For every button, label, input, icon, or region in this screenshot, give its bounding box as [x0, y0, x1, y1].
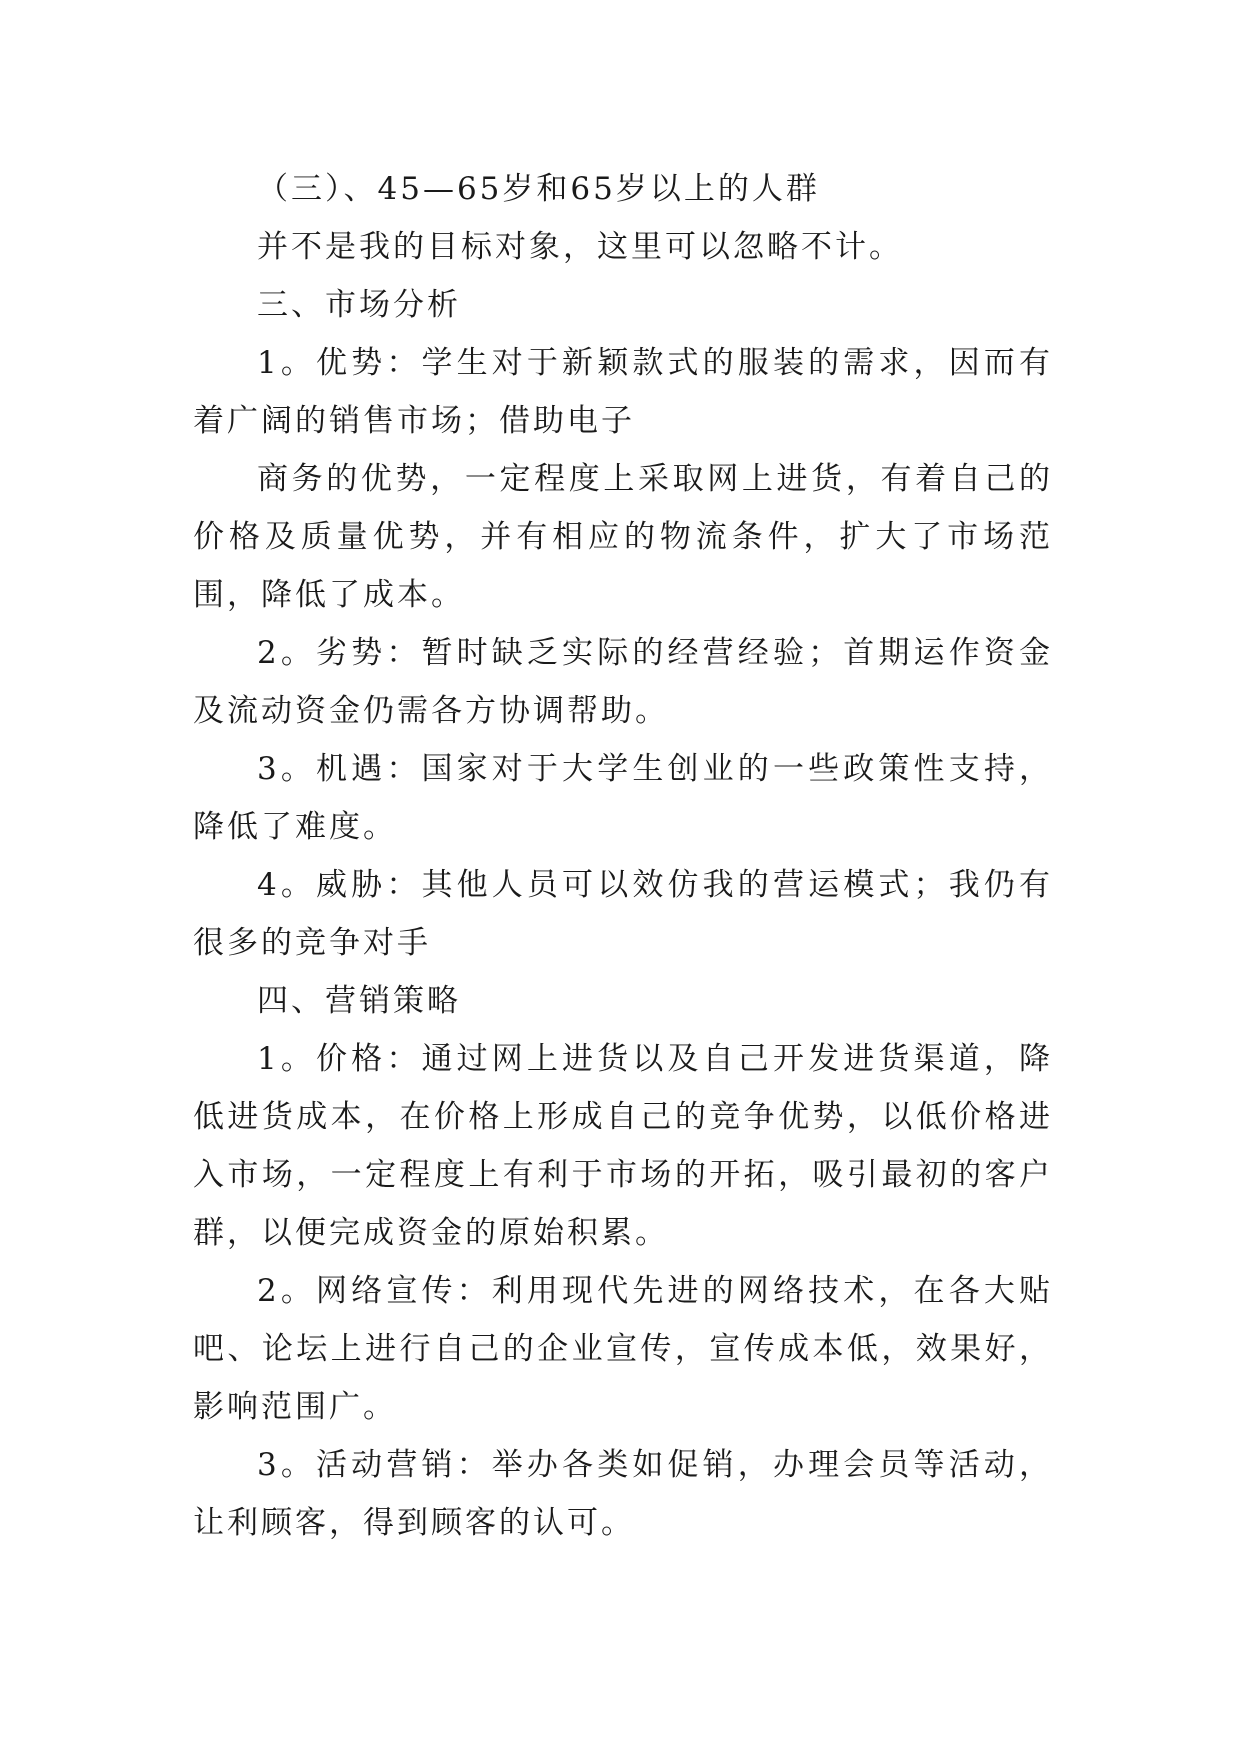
paragraph-weaknesses: 2。劣势：暂时缺乏实际的经营经验；首期运作资金及流动资金仍需各方协调帮助。: [193, 635, 1053, 729]
heading-marketing-strategy: 四、营销策略: [257, 983, 461, 1019]
paragraph-target-group-45-65: （三）、45—65岁和65岁以上的人群: [257, 171, 820, 207]
paragraph-not-target: 并不是我的目标对象，这里可以忽略不计。: [257, 229, 903, 265]
paragraph-online-promotion: 2。网络宣传：利用现代先进的网络技术，在各大贴吧、论坛上进行自己的企业宣传，宣传成本低，效果好，影响范围广。: [193, 1273, 1053, 1425]
paragraph-event-marketing: 3。活动营销：举办各类如促销，办理会员等活动，让利顾客，得到顾客的认可。: [193, 1447, 1053, 1541]
paragraph-ecommerce-advantage: 商务的优势，一定程度上采取网上进货，有着自己的价格及质量优势，并有相应的物流条件，扩大了市场范围，降低了成本。: [193, 461, 1053, 613]
heading-market-analysis: 三、市场分析: [257, 287, 461, 323]
paragraph-pricing: 1。价格：通过网上进货以及自己开发进货渠道，降低进货成本，在价格上形成自己的竞争优势，以低价格进入市场，一定程度上有利于市场的开拓，吸引最初的客户群，以便完成资金的原始积累。: [193, 1041, 1053, 1251]
paragraph-threats: 4。威胁：其他人员可以效仿我的营运模式；我仍有很多的竞争对手: [193, 867, 1053, 961]
paragraph-strengths: 1。优势：学生对于新颖款式的服装的需求，因而有着广阔的销售市场；借助电子: [193, 345, 1053, 439]
paragraph-opportunities: 3。机遇：国家对于大学生创业的一些政策性支持，降低了难度。: [193, 751, 1053, 845]
document-body: [193, 160, 1053, 1552]
